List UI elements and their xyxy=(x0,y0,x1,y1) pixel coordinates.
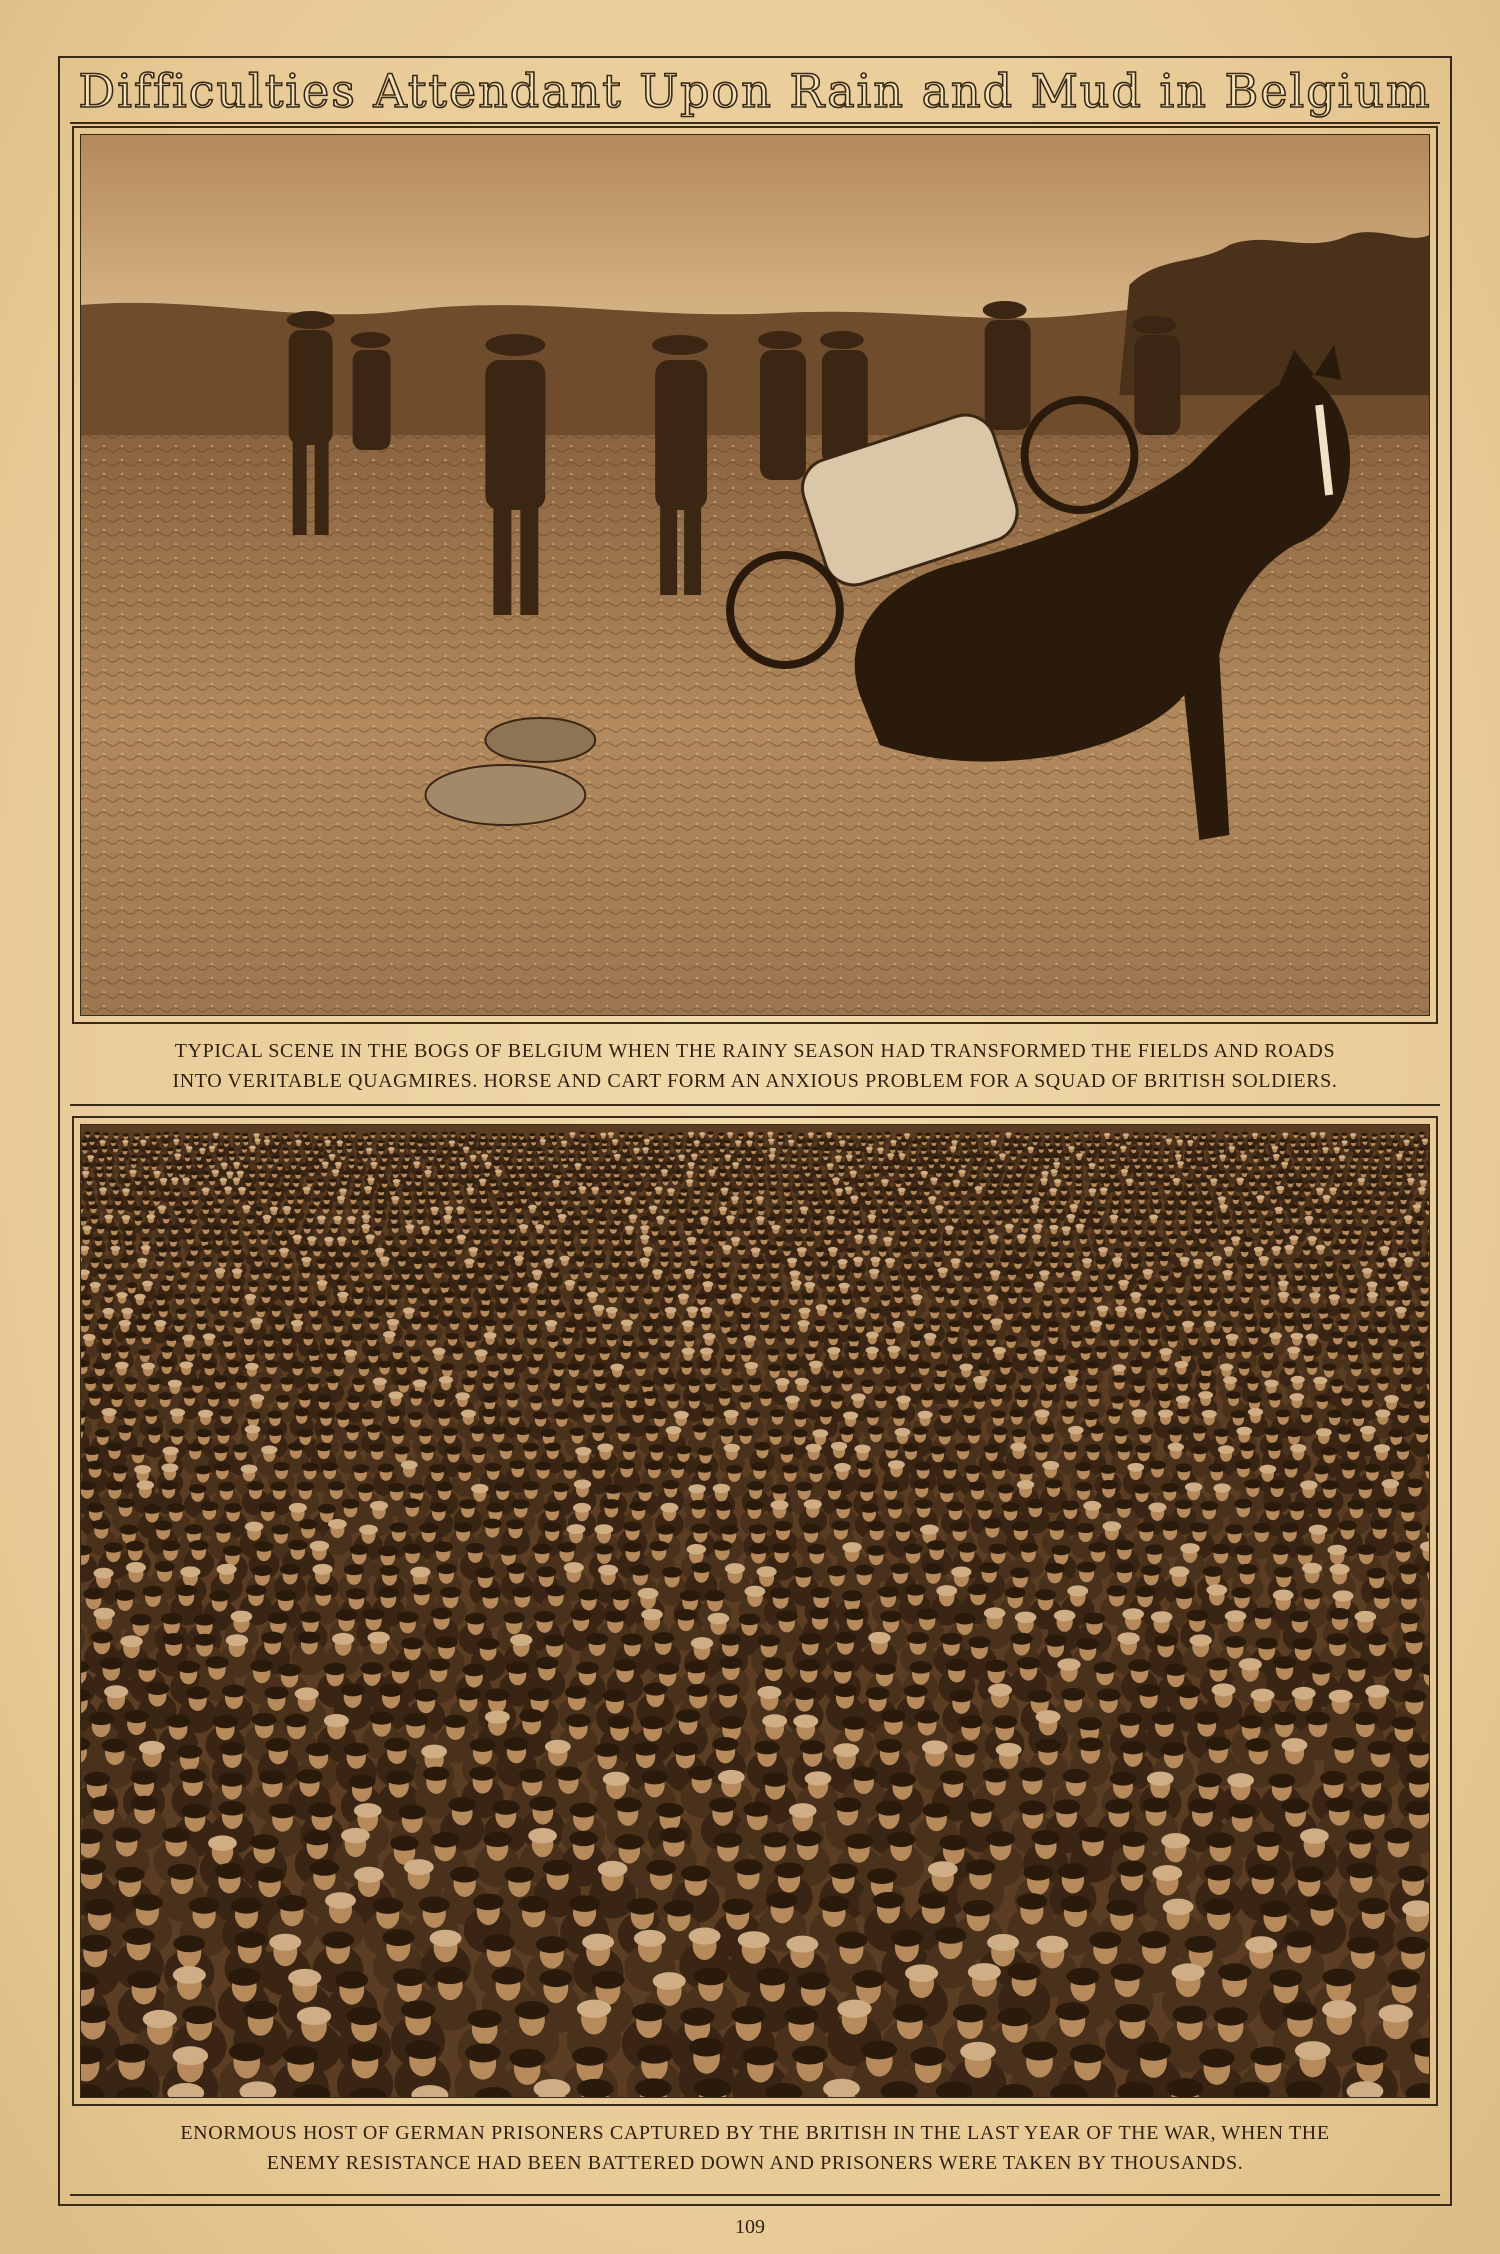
top-photo-frame xyxy=(72,126,1438,1024)
prisoners-crowd-photo xyxy=(81,1125,1429,2097)
bottom-photo-caption xyxy=(70,2118,1440,2178)
top-caption-line-2: INTO VERITABLE QUAGMIRES. HORSE AND CART FORM AN ANXIOUS PROBLEM FOR A SQUAD OF BRITISH SOLDIERS. xyxy=(172,1070,1338,1092)
section-divider xyxy=(70,1104,1440,1106)
top-photo xyxy=(80,134,1430,1016)
crowd-heads xyxy=(81,1131,1429,2097)
title-divider xyxy=(70,122,1440,124)
bottom-photo xyxy=(80,1124,1430,2098)
bottom-rule xyxy=(70,2194,1440,2196)
page-number: 109 xyxy=(735,2216,765,2238)
mud-scene-photo xyxy=(81,135,1429,1015)
bottom-caption-line-2: ENEMY RESISTANCE HAD BEEN BATTERED DOWN AND PRISONERS WERE TAKEN BY THOUSANDS. xyxy=(266,2152,1244,2174)
bottom-caption-line-1: ENORMOUS HOST OF GERMAN PRISONERS CAPTURED BY THE BRITISH IN THE LAST YEAR OF THE WAR, WHEN THE xyxy=(180,2122,1330,2144)
page-title: Difficulties Attendant Upon Rain and Mud in Belgium xyxy=(78,64,1432,118)
top-caption-line-1: TYPICAL SCENE IN THE BOGS OF BELGIUM WHEN THE RAINY SEASON HAD TRANSFORMED THE FIELDS AND ROADS xyxy=(174,1040,1336,1062)
top-photo-caption xyxy=(70,1036,1440,1096)
bottom-photo-frame xyxy=(72,1116,1438,2106)
